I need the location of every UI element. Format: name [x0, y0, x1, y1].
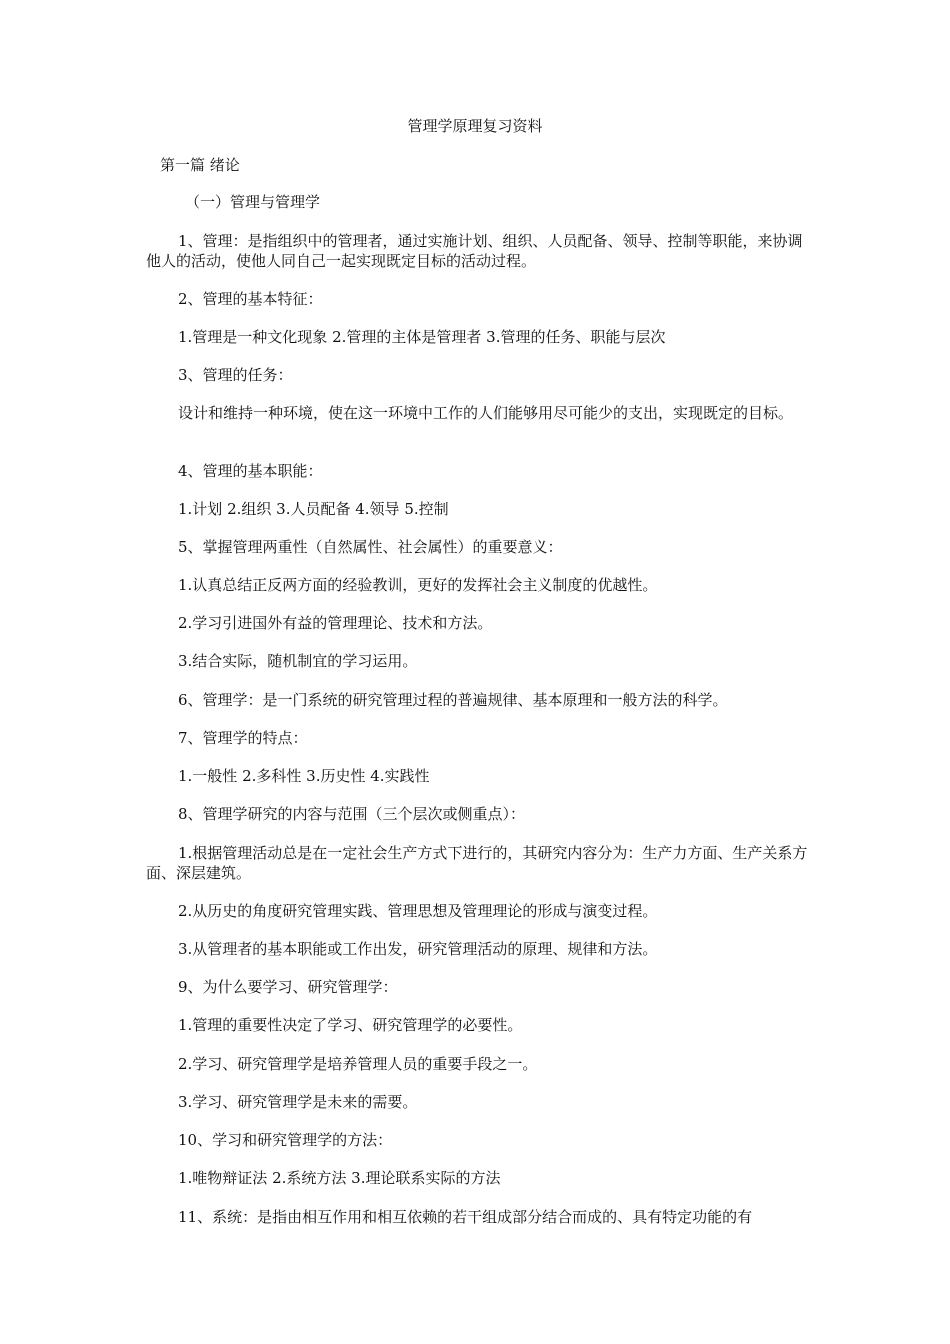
paragraph: 3.从管理者的基本职能或工作出发，研究管理活动的原理、规律和方法。 [178, 940, 658, 958]
paragraph: 6、管理学：是一门系统的研究管理过程的普遍规律、基本原理和一般方法的科学。 [178, 691, 728, 709]
paragraph: 1.唯物辩证法 2.系统方法 3.理论联系实际的方法 [178, 1169, 501, 1187]
paragraph: 5、掌握管理两重性（自然属性、社会属性）的重要意义： [178, 538, 563, 556]
paragraph: 9、为什么要学习、研究管理学： [178, 978, 398, 996]
paragraph: 1.计划 2.组织 3.人员配备 4.领导 5.控制 [178, 500, 449, 518]
paragraph: 2、管理的基本特征： [178, 290, 323, 308]
paragraph: 3、管理的任务： [178, 366, 293, 384]
paragraph: 2.学习、研究管理学是培养管理人员的重要手段之一。 [178, 1055, 538, 1073]
paragraph: 2.学习引进国外有益的管理理论、技术和方法。 [178, 614, 493, 632]
section-heading: （一）管理与管理学 [185, 193, 321, 211]
paragraph: 设计和维持一种环境，使在这一环境中工作的人们能够用尽可能少的支出，实现既定的目标。 [178, 404, 794, 422]
paragraph: 2.从历史的角度研究管理实践、管理思想及管理理论的形成与演变过程。 [178, 902, 658, 920]
paragraph: 4、管理的基本职能： [178, 462, 323, 480]
paragraph: 1.认真总结正反两方面的经验教训，更好的发挥社会主义制度的优越性。 [178, 576, 658, 594]
paragraph: 8、管理学研究的内容与范围（三个层次或侧重点）： [178, 805, 526, 823]
paragraph: 10、学习和研究管理学的方法： [178, 1131, 393, 1149]
paragraph: 1.一般性 2.多科性 3.历史性 4.实践性 [178, 767, 430, 785]
paragraph: 11、系统：是指由相互作用和相互依赖的若干组成部分结合而成的、具有特定功能的有 [178, 1208, 753, 1226]
part-heading: 第一篇 绪论 [160, 156, 240, 174]
document-title: 管理学原理复习资料 [407, 117, 543, 135]
paragraph: 7、管理学的特点： [178, 729, 308, 747]
paragraph: 1.管理是一种文化现象 2.管理的主体是管理者 3.管理的任务、职能与层次 [178, 328, 666, 346]
paragraph: 1.根据管理活动总是在一定社会生产方式下进行的，其研究内容分为：生产力方面、生产关系方面、深层建筑。 [146, 844, 808, 882]
paragraph: 1、管理：是指组织中的管理者，通过实施计划、组织、人员配备、领导、控制等职能，来协调他人的活动，使他人同自己一起实现既定目标的活动过程。 [146, 232, 803, 270]
paragraph: 1.管理的重要性决定了学习、研究管理学的必要性。 [178, 1016, 523, 1034]
paragraph: 3.学习、研究管理学是未来的需要。 [178, 1093, 418, 1111]
paragraph: 3.结合实际，随机制宜的学习运用。 [178, 652, 418, 670]
